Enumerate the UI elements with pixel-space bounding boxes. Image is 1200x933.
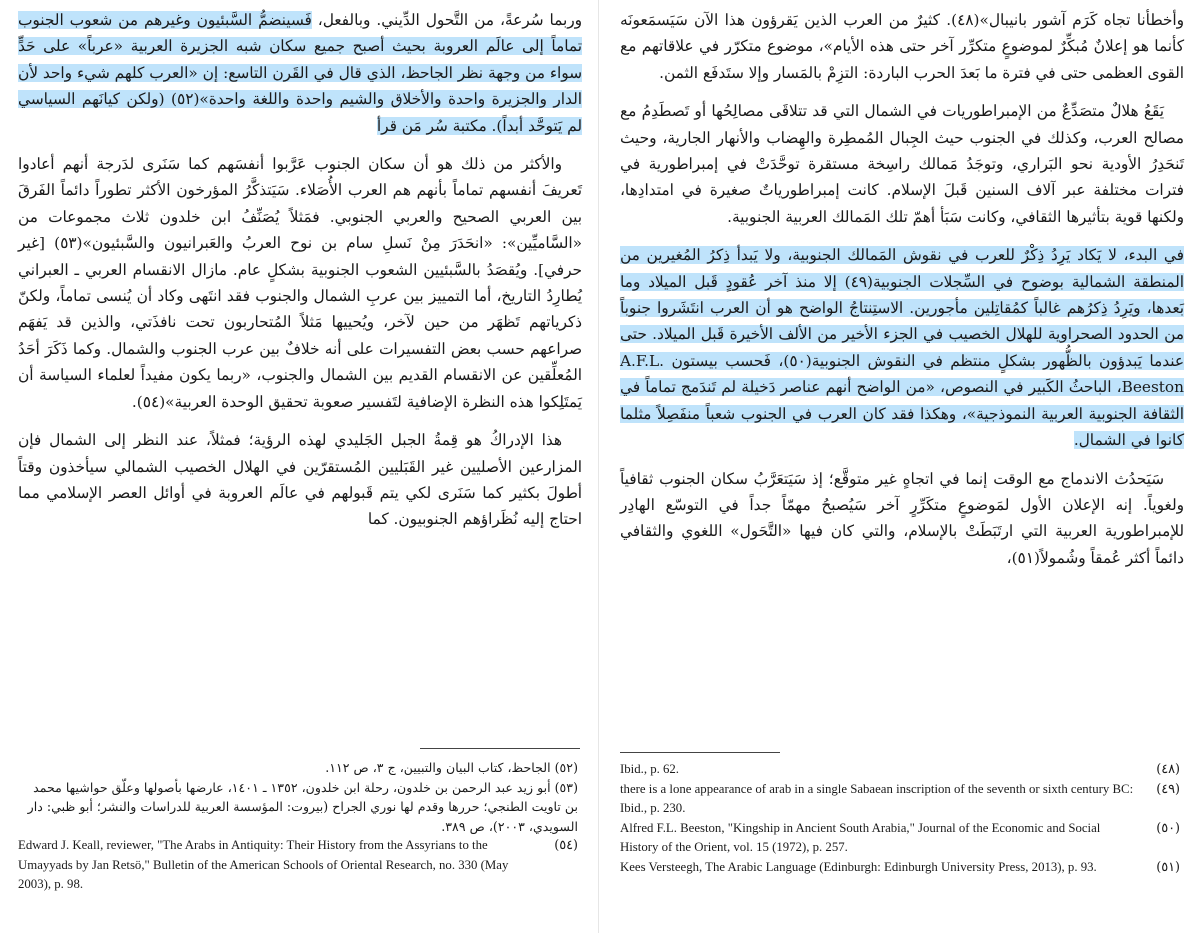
footnote-rule <box>420 748 580 749</box>
footnote: (٤٩) there is a lone appearance of arab in a single Sabaean inscription of the seventh or sixth century BC: Ibid., p. 230. <box>620 781 1180 815</box>
right-page-body <box>620 7 1184 583</box>
paragraph: يَقَعُ هلالٌ متصَدِّعٌ من الإمبراطوريات في الشمال التي قد تتلاقَى مصالِحُها أو تَصطَدِمُ مع مصالح العرب، وكذلك في الجنوب حيث الجِبال المُمطِرة والهِضاب والأنهار الجارية، وحيث تَنحَدِرُ الأودية نحو البَراري، وتوجَدُ مَمالك راسِخة مستقرة توحَّدَتْ في إمبراطورية في فترات مختلفة عبر آلاف السنين قَبلَ الإسلام. كانت إمبراطورياتٌ صغيرة في امتدادِها، ولكنها قوية بتأثيرها الثقافي، وكانت سَبَأ أهمّ تلك المَمالك العربية الجنوبية. <box>620 102 1184 226</box>
left-page-body <box>18 7 582 545</box>
footnote: (٤٨) Ibid., p. 62. <box>620 762 1180 777</box>
right-page <box>602 0 1200 933</box>
paragraph: سَيَحدُث الاندماج مع الوقت إنما في اتجاهٍ غير متوقَّع؛ إذ سَيَتعَرَّبُ سكان الجنوب ثقافياً ولغوياً. إنه الإعلان الأول لمَوضوعٍ متكَرِّرٍ آخر سَيُصبحُ مهمّاً جداً في التوسّع الهادِر للإمبراطورية العربية التي ارتَبَطَتْ بالإسلام، والتي كان فيها «التَّحَول» اللغوي والثقافي دائماً أكثر عُمقاً وشُمولاً(٥١)، <box>620 469 1184 567</box>
footnote: (٥٣) أبو زيد عبد الرحمن بن خلدون، رحلة ابن خلدون، ١٣٥٢ ـ ١٤٠١، عارضها بأصولها وعلّق حواشيها محمد بن تاويت الطنجي؛ حررها وقدم لها نوري الجراح (بيروت: المؤسسة العربية للدراسات والنشر؛ أبو ظبي: دار السويدي، ٢٠٠٣)، ص ٣٨٩. <box>27 779 578 834</box>
footnote: (٥٢) الجاحظ، كتاب البيان والتبيين، ج ٣، ص ١١٢. <box>325 760 578 775</box>
footnote: (٥٠) Alfred F.L. Beeston, "Kingship in Ancient South Arabia," Journal of the Economic and Social History of the Orient, vol. 15 (1972), p. 257. <box>620 820 1180 854</box>
left-footnotes <box>18 758 578 895</box>
footnote: (٥١) Kees Versteegh, The Arabic Language (Edinburgh: Edinburgh University Press, 2013), p. 93. <box>620 859 1180 875</box>
footnote-rule <box>620 752 780 753</box>
paragraph: والأكثر من ذلك هو أن سكان الجنوب عَرَّبوا أنفسَهم كما سَنَرى لدَرجة أنهم أعادوا تَعريفَ أنفسهم تماماً بأنهم هم العرب الأُصَلاء. سَيَتذكَّرُ المؤرخون الأكثر تطوراً دائماً الفَرقَ بين العربي الصحيح والعربي الجنوبي. فمَثلاً يُصَنِّفُ ابن خلدون ثلاث مجموعات من «السَّاميِّين»: «انحَدَرَ مِنْ نَسلِ سام بن نوح العربُ والعَبرانيون والسَّبئيون»(٥٣) [غير حرفي]. ويُقصَدُ بالسَّبئيين الشعوب الجنوبية بشكلٍ عام. مازال الانقسام العربي ـ العبراني يُطارِدُ التاريخ، أما التمييز بين عربِ الشمال والجنوب فقد انتَهى وكاد أن يُنسى تماماً، ولكنّ ذكرياتهم تَظهَر من حين لآخر، ويُحييها مَثلاً المُتحاربون تحت نافذَتي، والذين قد يَفهَم صراعهم حسب بعض التفسيرات على أنه خلافٌ بين عرب الجنوب والشمال. وكما ذَكَرَ أحَدُ المُعلِّقين عن الانقسام القديم بين الشمال والجنوب، «ربما يكون مفيداً لعلماء السياسة أن يَمتَلِكوا هذه النظرة الإضافية لتَفسير صعوبة تحقيق الوحدة العربية»(٥٤). <box>18 155 582 411</box>
highlighted-selection[interactable]: في البدء، لا يَكاد يَرِدُ ذِكْرٌ للعرب في نقوش المَمالك الجنوبية، ولا يَبدأ ذِكرُ المُغيرين من المنطقة الشمالية بوضوح في السِّجلات الجنوبية(٤٩) إلا منذ آخر عُقودٍ قَبل الميلاد وما بَعدها، ويَرِدُ ذِكرُهم غالباً كمُقاتِلين مأجورين. الاستِنتاجُ الواضح هو أن العرب انتَشَروا جنوباً من الحدود الصحراوية للهلال الخصيب في الجزء الأخير من الألف الأخيرة قَبل الميلاد. حتى عندما يَبدؤون بالظُّهور بشكلٍ منتظم في النقوش الجنوبية(٥٠)، فَحسب بيستون A.F.L. Beeston، الباحثُ الكَبير في النصوص، «من الواضح أنهم عناصر دَخيلة لم تَندَمج تماماً في الثقافة الجنوبية العربية النموذجية»، وهكذا فقد كان العرب في الجنوب شعباً منفَصِلاً مثلما كانوا في الشمال. <box>620 246 1184 450</box>
paragraph: وربما سُرعةً، من التَّحول الدِّيني. وبالفعل، فَسينضمُّ السَّبئيون وغيرهم من شعوب الجنوب تماماً إلى عالَم العروبة بحيث أصبح جميع سكان شبه الجزيرة العربية «عرباً» على حَدٍّ سواء من وجهة نظر الجاحظ، الذي قال في القَرن التاسع: إن «العرب كلهم شيء واحد لأن الدار والجزيرة واحدة والأخلاق والشيم واحدة واللغة واحدة»(٥٢) (ولكن كيانَهم السياسي لم يَتوحَّد أبداً). مكتبة سُر مَن قرأ <box>18 11 582 135</box>
paragraph: هذا الإدراكُ هو قِمةُ الجبل الجَليدي لهذه الرؤية؛ فمثلاً، عند النظر إلى الشمال فإن المزارعين الأصليين غير القَبَليين المُستقرّين في الهلال الخصيب الشمالي سيأخذون وقتاً أطولَ بكثير كما سَنَرى لكي يتم قَبولهم في عالَم العروبة في أوائل العصر الإسلامي مما احتاج إليه نُظَراؤهم الجنوبيون. كما <box>18 431 582 529</box>
paragraph: وأخطأنا تجاه كَرَم آشور بانيبال»(٤٨). كثيرٌ من العرب الذين يَقرؤون هذا الآن سَيَسمَعونَه كأنما هو إعلانٌ مُبكِّرٌ لموضوعٍ متكرِّر آخر حتى هذه الأيام»، موضوع متكرّر في علاقاتهم مع القوى العظمى حتى في فترة ما بَعدَ الحرب الباردة: التزِمْ بالمَسار وإلا ستَدفَع الثمن. <box>620 11 1184 82</box>
left-page <box>0 0 598 933</box>
highlighted-selection[interactable]: فَسينضمُّ السَّبئيون وغيرهم من شعوب الجنوب تماماً إلى عالَم العروبة بحيث أصبح جميع سكان شبه الجزيرة العربية «عرباً» على حَدٍّ سواء من وجهة نظر الجاحظ، الذي قال في القَرن التاسع: إن «العرب كلهم شيء واحد لأن الدار والجزيرة واحدة والأخلاق والشيم واحدة واللغة واحدة»(٥٢) (ولكن كيانَهم السياسي لم يَتوحَّد أبداً). مكتبة سُر مَن قرأ <box>18 11 582 135</box>
right-footnotes <box>620 760 1180 877</box>
footnote: (٥٤) Edward J. Keall, reviewer, "The Arabs in Antiquity: Their History from the Assyrians to the Umayyads by Jan Retsö," Bulletin of the American Schools of Oriental Research, no. 330 (May 2003), p. 98. <box>18 838 578 891</box>
paragraph <box>620 242 1184 453</box>
